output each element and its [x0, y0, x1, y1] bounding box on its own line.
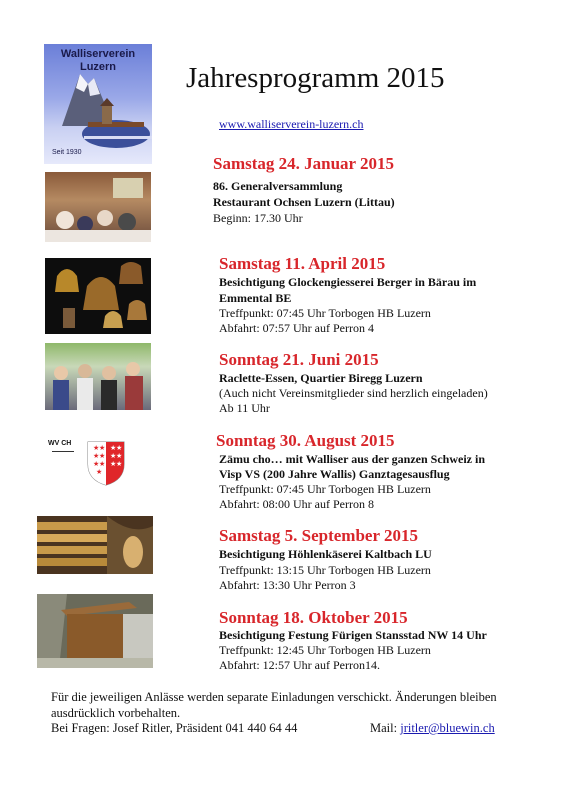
event-line: Treffpunkt: 13:15 Uhr Torbogen HB Luzern [219, 563, 431, 577]
svg-text:★: ★ [93, 460, 100, 468]
logo-line-2: Luzern [79, 61, 117, 73]
event-line: Besichtigung Glockengiesserei Berger in Bärau im [219, 275, 477, 289]
svg-text:★: ★ [93, 444, 100, 452]
svg-text:★: ★ [99, 444, 106, 452]
event-line: Raclette-Essen, Quartier Biregg Luzern [219, 371, 423, 385]
event-line: Abfahrt: 13:30 Uhr Perron 3 [219, 578, 356, 592]
wvch-underline [52, 449, 74, 454]
event-date: Sonntag 18. Oktober 2015 [219, 608, 408, 627]
event-date: Samstag 24. Januar 2015 [213, 154, 395, 173]
event-line: Restaurant Ochsen Luzern (Littau) [213, 195, 395, 209]
event-line: Treffpunkt: 12:45 Uhr Torbogen HB Luzern [219, 643, 431, 657]
event-line: Beginn: 17.30 Uhr [213, 211, 303, 225]
website-link[interactable]: www.walliserverein-luzern.ch [219, 117, 364, 131]
svg-text:★: ★ [116, 452, 123, 460]
wallis-coat-of-arms-icon [86, 440, 126, 486]
event-line: Treffpunkt: 07:45 Uhr Torbogen HB Luzern [219, 306, 431, 320]
event-date: Sonntag 21. Juni 2015 [219, 350, 379, 369]
event-photo-festung [37, 594, 153, 668]
event-line: Abfahrt: 08:00 Uhr auf Perron 8 [219, 497, 374, 511]
svg-text:★: ★ [96, 468, 103, 476]
svg-text:★: ★ [110, 444, 117, 452]
event-line: Abfahrt: 12:57 Uhr auf Perron14. [219, 658, 380, 672]
club-logo [44, 44, 152, 164]
footer-notice-line-1: Für die jeweiligen Anlässe werden separate Einladungen verschickt. Änderungen bleiben [51, 690, 497, 704]
svg-text:★: ★ [99, 460, 106, 468]
footer-mail [370, 720, 495, 736]
footer-notice-line-2: ausdrücklich vorbehalten. [51, 706, 181, 720]
event-date: Sonntag 30. August 2015 [216, 431, 395, 450]
event-line: Emmental BE [219, 291, 292, 305]
event-line: 86. Generalversammlung [213, 179, 343, 193]
event-line: Visp VS (200 Jahre Wallis) Ganztagesausflug [219, 467, 450, 481]
svg-text:★: ★ [93, 452, 100, 460]
event-date: Samstag 11. April 2015 [219, 254, 386, 273]
event-line: Treffpunkt: 07:45 Uhr Torbogen HB Luzern [219, 482, 431, 496]
event-photo-hoehlenkaeserei [37, 516, 153, 574]
wvch-badge: WV CH [48, 440, 72, 447]
svg-text:★: ★ [110, 460, 117, 468]
event-line: Ab 11 Uhr [219, 401, 270, 415]
event-date: Samstag 5. September 2015 [219, 526, 418, 545]
footer-contact: Bei Fragen: Josef Ritler, Präsident 041 440 64 44 [51, 721, 298, 735]
svg-text:★: ★ [99, 452, 106, 460]
event-line: Zämu cho… mit Walliser aus der ganzen Schweiz in [219, 452, 486, 466]
event-line: Besichtigung Höhlenkäserei Kaltbach LU [219, 547, 432, 561]
event-line: (Auch nicht Vereinsmitglieder sind herzlich eingeladen) [219, 386, 488, 400]
mail-link[interactable]: jritler@bluewin.ch [400, 721, 495, 735]
event-photo-generalversammlung [45, 172, 151, 242]
mail-label: Mail: [370, 721, 398, 735]
event-photo-raclette [45, 343, 151, 410]
event-photo-glocken [45, 258, 151, 334]
svg-text:★: ★ [116, 460, 123, 468]
event-line: Abfahrt: 07:57 Uhr auf Perron 4 [219, 321, 374, 335]
logo-since: Seit 1930 [52, 149, 82, 156]
matterhorn-bridge-illustration [44, 44, 152, 164]
svg-text:★: ★ [116, 444, 123, 452]
svg-text:★: ★ [110, 452, 117, 460]
event-line: Besichtigung Festung Fürigen Stansstad NW 14 Uhr [219, 628, 487, 642]
page-title: Jahresprogramm 2015 [186, 62, 445, 94]
logo-line-1: Walliserverein [60, 48, 136, 60]
